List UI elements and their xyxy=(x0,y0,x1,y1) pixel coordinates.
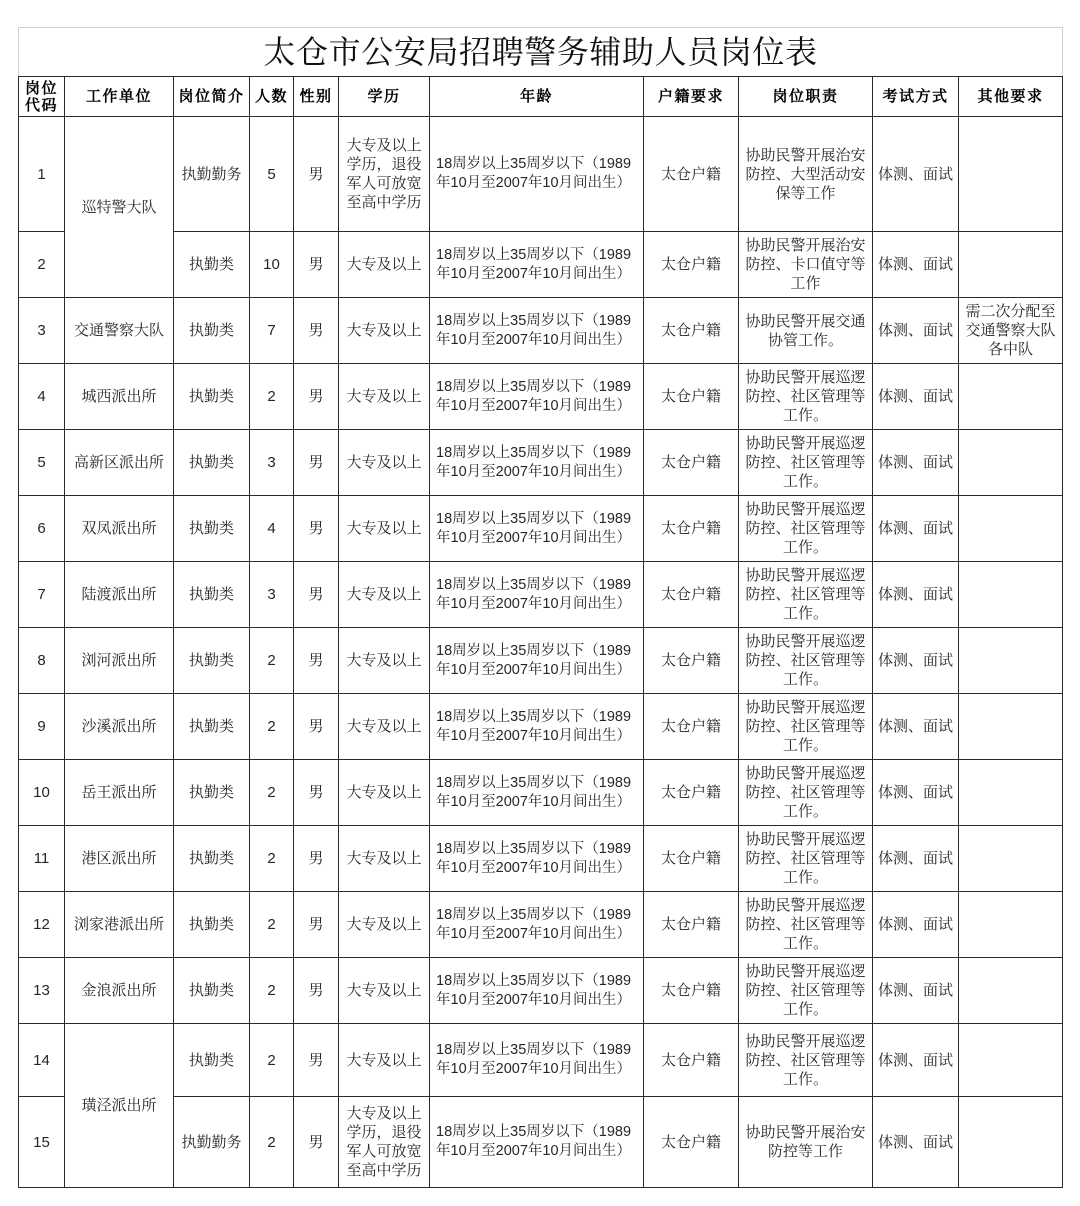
gender-cell: 男 xyxy=(294,1024,339,1097)
age-cell: 18周岁以上35周岁以下（1989年10月至2007年10月间出生） xyxy=(430,430,644,496)
education-cell: 大专及以上 xyxy=(339,562,430,628)
education-cell: 大专及以上学历，退役军人可放宽至高中学历 xyxy=(339,117,430,232)
recruitment-sheet xyxy=(18,27,1062,1188)
duties-cell: 协助民警开展巡逻防控、社区管理等工作。 xyxy=(739,892,873,958)
unit-cell: 高新区派出所 xyxy=(65,430,174,496)
hukou-cell: 太仓户籍 xyxy=(644,760,739,826)
unit-cell: 璜泾派出所 xyxy=(65,1024,174,1188)
gender-cell: 男 xyxy=(294,298,339,364)
intro-cell: 执勤类 xyxy=(174,430,250,496)
intro-cell: 执勤类 xyxy=(174,892,250,958)
table-row xyxy=(19,232,1063,298)
unit-cell: 双凤派出所 xyxy=(65,496,174,562)
intro-cell: 执勤类 xyxy=(174,298,250,364)
other-cell xyxy=(959,694,1063,760)
other-cell: 需二次分配至交通警察大队各中队 xyxy=(959,298,1063,364)
header-count: 人数 xyxy=(250,77,294,117)
hukou-cell: 太仓户籍 xyxy=(644,496,739,562)
exam-cell: 体测、面试 xyxy=(873,760,959,826)
unit-cell: 岳王派出所 xyxy=(65,760,174,826)
header-exam: 考试方式 xyxy=(873,77,959,117)
count-cell: 2 xyxy=(250,958,294,1024)
duties-cell: 协助民警开展巡逻防控、社区管理等工作。 xyxy=(739,1024,873,1097)
duties-cell: 协助民警开展巡逻防控、社区管理等工作。 xyxy=(739,760,873,826)
unit-cell: 陆渡派出所 xyxy=(65,562,174,628)
hukou-cell: 太仓户籍 xyxy=(644,364,739,430)
education-cell: 大专及以上 xyxy=(339,826,430,892)
hukou-cell: 太仓户籍 xyxy=(644,562,739,628)
duties-cell: 协助民警开展治安防控、大型活动安保等工作 xyxy=(739,117,873,232)
header-code: 岗位代码 xyxy=(19,77,65,117)
count-cell: 2 xyxy=(250,628,294,694)
table-row xyxy=(19,496,1063,562)
count-cell: 3 xyxy=(250,430,294,496)
table-row xyxy=(19,958,1063,1024)
unit-cell: 港区派出所 xyxy=(65,826,174,892)
table-row xyxy=(19,430,1063,496)
count-cell: 2 xyxy=(250,760,294,826)
education-cell: 大专及以上 xyxy=(339,496,430,562)
gender-cell: 男 xyxy=(294,694,339,760)
exam-cell: 体测、面试 xyxy=(873,892,959,958)
hukou-cell: 太仓户籍 xyxy=(644,628,739,694)
intro-cell: 执勤类 xyxy=(174,562,250,628)
gender-cell: 男 xyxy=(294,892,339,958)
hukou-cell: 太仓户籍 xyxy=(644,1097,739,1188)
code-cell: 2 xyxy=(19,232,65,298)
unit-cell: 交通警察大队 xyxy=(65,298,174,364)
exam-cell: 体测、面试 xyxy=(873,694,959,760)
hukou-cell: 太仓户籍 xyxy=(644,232,739,298)
exam-cell: 体测、面试 xyxy=(873,298,959,364)
intro-cell: 执勤类 xyxy=(174,496,250,562)
exam-cell: 体测、面试 xyxy=(873,958,959,1024)
gender-cell: 男 xyxy=(294,958,339,1024)
duties-cell: 协助民警开展巡逻防控、社区管理等工作。 xyxy=(739,628,873,694)
education-cell: 大专及以上 xyxy=(339,364,430,430)
unit-cell: 浏家港派出所 xyxy=(65,892,174,958)
gender-cell: 男 xyxy=(294,364,339,430)
unit-cell: 沙溪派出所 xyxy=(65,694,174,760)
header-intro: 岗位简介 xyxy=(174,77,250,117)
age-cell: 18周岁以上35周岁以下（1989年10月至2007年10月间出生） xyxy=(430,628,644,694)
exam-cell: 体测、面试 xyxy=(873,562,959,628)
count-cell: 2 xyxy=(250,694,294,760)
other-cell xyxy=(959,1097,1063,1188)
age-cell: 18周岁以上35周岁以下（1989年10月至2007年10月间出生） xyxy=(430,694,644,760)
education-cell: 大专及以上 xyxy=(339,628,430,694)
other-cell xyxy=(959,117,1063,232)
gender-cell: 男 xyxy=(294,1097,339,1188)
intro-cell: 执勤类 xyxy=(174,628,250,694)
duties-cell: 协助民警开展巡逻防控、社区管理等工作。 xyxy=(739,958,873,1024)
unit-cell: 浏河派出所 xyxy=(65,628,174,694)
count-cell: 2 xyxy=(250,364,294,430)
intro-cell: 执勤勤务 xyxy=(174,117,250,232)
count-cell: 2 xyxy=(250,1024,294,1097)
unit-cell: 城西派出所 xyxy=(65,364,174,430)
hukou-cell: 太仓户籍 xyxy=(644,117,739,232)
code-cell: 13 xyxy=(19,958,65,1024)
position-table xyxy=(18,27,1063,1188)
table-row xyxy=(19,1097,1063,1188)
age-cell: 18周岁以上35周岁以下（1989年10月至2007年10月间出生） xyxy=(430,496,644,562)
code-cell: 5 xyxy=(19,430,65,496)
table-row xyxy=(19,1024,1063,1097)
code-cell: 6 xyxy=(19,496,65,562)
exam-cell: 体测、面试 xyxy=(873,496,959,562)
code-cell: 9 xyxy=(19,694,65,760)
header-education: 学历 xyxy=(339,77,430,117)
age-cell: 18周岁以上35周岁以下（1989年10月至2007年10月间出生） xyxy=(430,298,644,364)
other-cell xyxy=(959,364,1063,430)
gender-cell: 男 xyxy=(294,117,339,232)
exam-cell: 体测、面试 xyxy=(873,232,959,298)
intro-cell: 执勤勤务 xyxy=(174,1097,250,1188)
duties-cell: 协助民警开展交通协管工作。 xyxy=(739,298,873,364)
header-row xyxy=(19,77,1063,117)
other-cell xyxy=(959,628,1063,694)
age-cell: 18周岁以上35周岁以下（1989年10月至2007年10月间出生） xyxy=(430,958,644,1024)
age-cell: 18周岁以上35周岁以下（1989年10月至2007年10月间出生） xyxy=(430,232,644,298)
code-cell: 1 xyxy=(19,117,65,232)
exam-cell: 体测、面试 xyxy=(873,826,959,892)
education-cell: 大专及以上 xyxy=(339,298,430,364)
age-cell: 18周岁以上35周岁以下（1989年10月至2007年10月间出生） xyxy=(430,892,644,958)
duties-cell: 协助民警开展巡逻防控、社区管理等工作。 xyxy=(739,496,873,562)
other-cell xyxy=(959,496,1063,562)
age-cell: 18周岁以上35周岁以下（1989年10月至2007年10月间出生） xyxy=(430,364,644,430)
header-gender: 性别 xyxy=(294,77,339,117)
other-cell xyxy=(959,430,1063,496)
age-cell: 18周岁以上35周岁以下（1989年10月至2007年10月间出生） xyxy=(430,117,644,232)
count-cell: 2 xyxy=(250,1097,294,1188)
education-cell: 大专及以上 xyxy=(339,760,430,826)
intro-cell: 执勤类 xyxy=(174,826,250,892)
intro-cell: 执勤类 xyxy=(174,1024,250,1097)
other-cell xyxy=(959,958,1063,1024)
count-cell: 2 xyxy=(250,892,294,958)
gender-cell: 男 xyxy=(294,562,339,628)
table-row xyxy=(19,694,1063,760)
gender-cell: 男 xyxy=(294,496,339,562)
exam-cell: 体测、面试 xyxy=(873,1097,959,1188)
other-cell xyxy=(959,760,1063,826)
education-cell: 大专及以上 xyxy=(339,892,430,958)
unit-cell: 金浪派出所 xyxy=(65,958,174,1024)
exam-cell: 体测、面试 xyxy=(873,430,959,496)
hukou-cell: 太仓户籍 xyxy=(644,298,739,364)
header-other: 其他要求 xyxy=(959,77,1063,117)
gender-cell: 男 xyxy=(294,826,339,892)
education-cell: 大专及以上 xyxy=(339,958,430,1024)
hukou-cell: 太仓户籍 xyxy=(644,826,739,892)
table-row xyxy=(19,117,1063,232)
table-body xyxy=(19,117,1063,1188)
hukou-cell: 太仓户籍 xyxy=(644,958,739,1024)
other-cell xyxy=(959,562,1063,628)
age-cell: 18周岁以上35周岁以下（1989年10月至2007年10月间出生） xyxy=(430,826,644,892)
hukou-cell: 太仓户籍 xyxy=(644,892,739,958)
code-cell: 10 xyxy=(19,760,65,826)
count-cell: 7 xyxy=(250,298,294,364)
header-unit: 工作单位 xyxy=(65,77,174,117)
gender-cell: 男 xyxy=(294,760,339,826)
title-row xyxy=(19,28,1063,77)
age-cell: 18周岁以上35周岁以下（1989年10月至2007年10月间出生） xyxy=(430,760,644,826)
duties-cell: 协助民警开展巡逻防控、社区管理等工作。 xyxy=(739,364,873,430)
duties-cell: 协助民警开展巡逻防控、社区管理等工作。 xyxy=(739,694,873,760)
code-cell: 3 xyxy=(19,298,65,364)
table-row xyxy=(19,760,1063,826)
count-cell: 2 xyxy=(250,826,294,892)
header-age: 年龄 xyxy=(430,77,644,117)
gender-cell: 男 xyxy=(294,430,339,496)
code-cell: 15 xyxy=(19,1097,65,1188)
header-duties: 岗位职责 xyxy=(739,77,873,117)
duties-cell: 协助民警开展巡逻防控、社区管理等工作。 xyxy=(739,826,873,892)
intro-cell: 执勤类 xyxy=(174,958,250,1024)
table-row xyxy=(19,628,1063,694)
hukou-cell: 太仓户籍 xyxy=(644,430,739,496)
other-cell xyxy=(959,232,1063,298)
exam-cell: 体测、面试 xyxy=(873,1024,959,1097)
intro-cell: 执勤类 xyxy=(174,694,250,760)
table-row xyxy=(19,364,1063,430)
page-title: 太仓市公安局招聘警务辅助人员岗位表 xyxy=(19,28,1063,77)
duties-cell: 协助民警开展巡逻防控、社区管理等工作。 xyxy=(739,430,873,496)
table-row xyxy=(19,298,1063,364)
code-cell: 14 xyxy=(19,1024,65,1097)
count-cell: 3 xyxy=(250,562,294,628)
code-cell: 7 xyxy=(19,562,65,628)
code-cell: 11 xyxy=(19,826,65,892)
age-cell: 18周岁以上35周岁以下（1989年10月至2007年10月间出生） xyxy=(430,562,644,628)
exam-cell: 体测、面试 xyxy=(873,364,959,430)
education-cell: 大专及以上 xyxy=(339,232,430,298)
count-cell: 4 xyxy=(250,496,294,562)
unit-cell: 巡特警大队 xyxy=(65,117,174,298)
other-cell xyxy=(959,1024,1063,1097)
intro-cell: 执勤类 xyxy=(174,232,250,298)
code-cell: 12 xyxy=(19,892,65,958)
duties-cell: 协助民警开展治安防控等工作 xyxy=(739,1097,873,1188)
age-cell: 18周岁以上35周岁以下（1989年10月至2007年10月间出生） xyxy=(430,1097,644,1188)
intro-cell: 执勤类 xyxy=(174,760,250,826)
table-row xyxy=(19,562,1063,628)
hukou-cell: 太仓户籍 xyxy=(644,1024,739,1097)
table-row xyxy=(19,826,1063,892)
table-row xyxy=(19,892,1063,958)
other-cell xyxy=(959,826,1063,892)
exam-cell: 体测、面试 xyxy=(873,117,959,232)
duties-cell: 协助民警开展巡逻防控、社区管理等工作。 xyxy=(739,562,873,628)
exam-cell: 体测、面试 xyxy=(873,628,959,694)
intro-cell: 执勤类 xyxy=(174,364,250,430)
education-cell: 大专及以上学历，退役军人可放宽至高中学历 xyxy=(339,1097,430,1188)
age-cell: 18周岁以上35周岁以下（1989年10月至2007年10月间出生） xyxy=(430,1024,644,1097)
education-cell: 大专及以上 xyxy=(339,694,430,760)
code-cell: 8 xyxy=(19,628,65,694)
other-cell xyxy=(959,892,1063,958)
count-cell: 5 xyxy=(250,117,294,232)
count-cell: 10 xyxy=(250,232,294,298)
hukou-cell: 太仓户籍 xyxy=(644,694,739,760)
education-cell: 大专及以上 xyxy=(339,1024,430,1097)
education-cell: 大专及以上 xyxy=(339,430,430,496)
gender-cell: 男 xyxy=(294,232,339,298)
gender-cell: 男 xyxy=(294,628,339,694)
header-hukou: 户籍要求 xyxy=(644,77,739,117)
duties-cell: 协助民警开展治安防控、卡口值守等工作 xyxy=(739,232,873,298)
code-cell: 4 xyxy=(19,364,65,430)
